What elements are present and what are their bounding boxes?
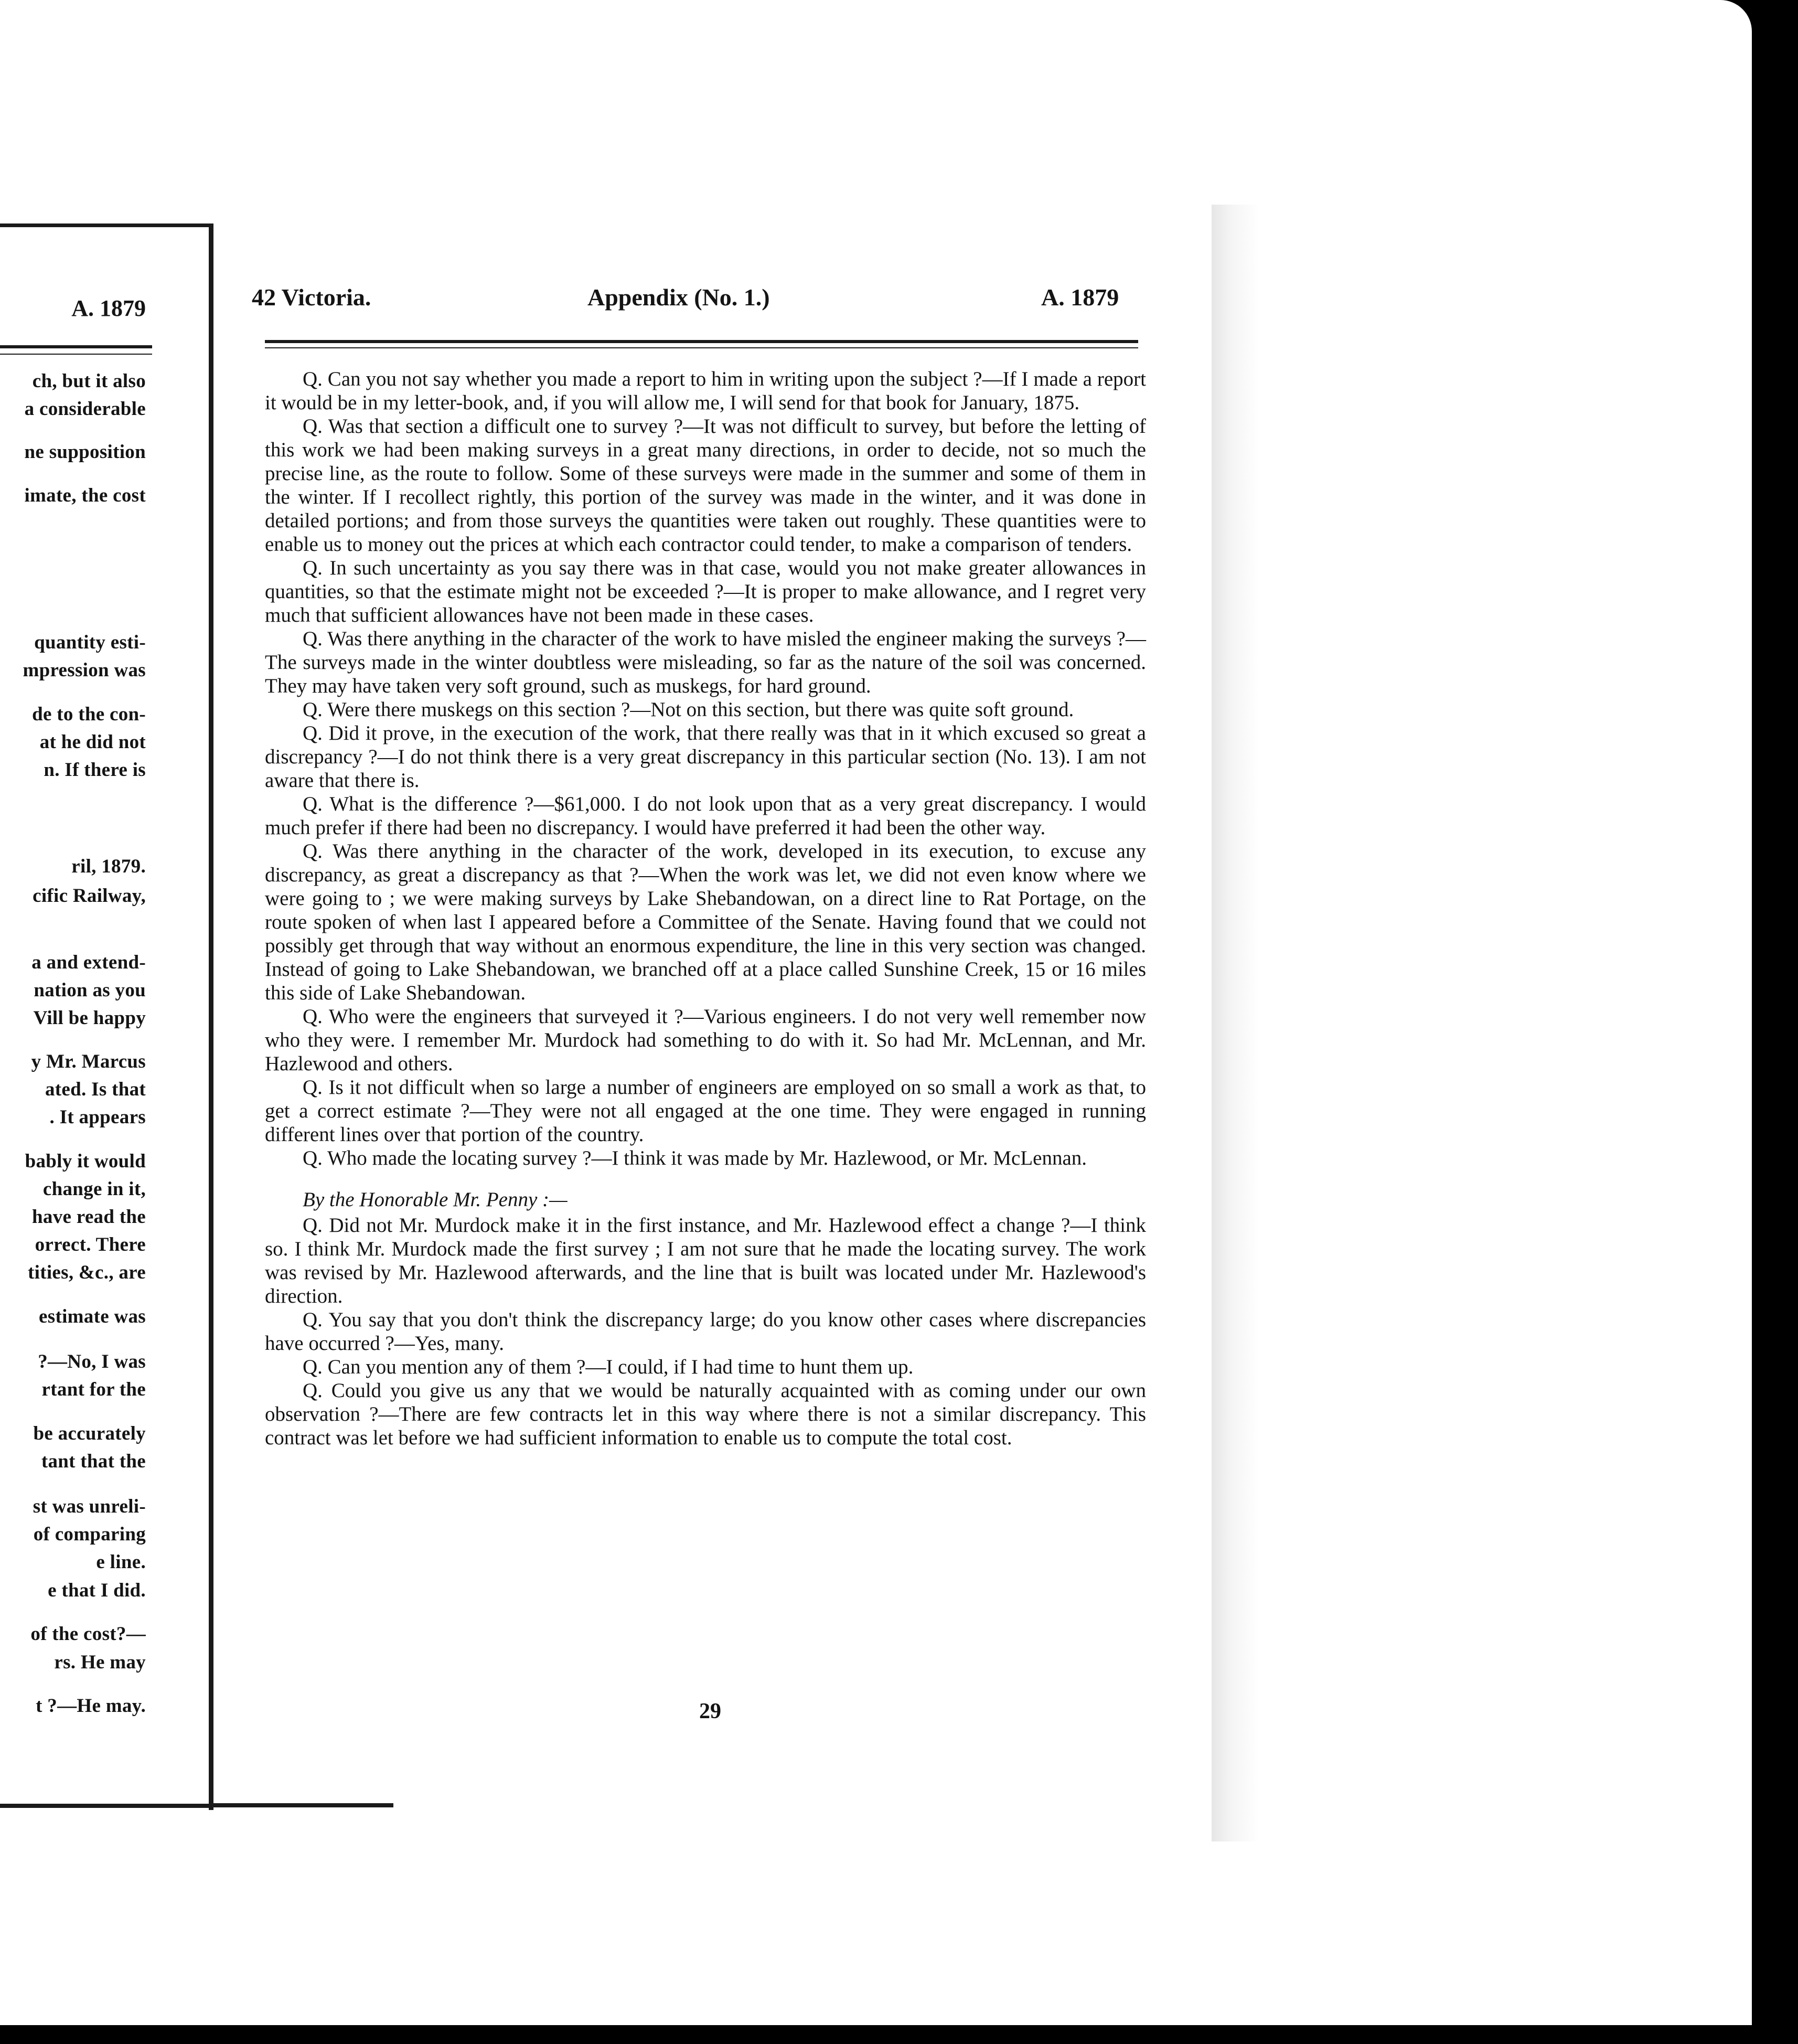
paragraph: Q. Was there anything in the character of the work to have misled the engineer making the surveys ?—The surveys made in the winter doubtless were misleading, so far as the nature of the soil was concerned. They may have taken very soft ground, such as muskegs, for hard ground.	[265, 627, 1146, 697]
left-page-line: e that I did.	[48, 1580, 146, 1601]
paragraph: Q. Was there anything in the character of the work, developed in its execution, to excuse any discrepancy, as great a discrepancy as that ?—When the work was let, we did not even know where we were going to ; we were making surveys by Lake Shebandowan, on a direct line to Rat Portage, on the route spoken of when last I appeared before a Committee of the Senate. Having found that we could not possibly get through that way without an enormous expenditure, the line in this very section was changed. Instead of going to Lake Shebandowan, we branched off at a place called Sunshine Creek, 15 or 16 miles this side of Lake Shebandowan.	[265, 840, 1146, 1004]
left-page-line: a and extend-	[31, 952, 146, 973]
paragraph: Q. Were there muskegs on this section ?—Not on this section, but there was quite soft ground.	[303, 698, 1074, 721]
left-page-line: estimate was	[39, 1306, 146, 1327]
paragraph: Q. Was that section a difficult one to survey ?—It was not difficult to survey, but before the letting of this work we had been making surveys in a great many directions, in order to decide, not so much the precise line, as the route to follow. Some of these surveys were made in the summer and some of them in the winter. If I recollect rightly, this portion of the survey was made in the winter, and it was done in detailed portions; and from those surveys the quantities were taken out roughly. These quantities were to enable us to money out the prices at which each contractor could tender, to make a comparison of tenders.	[265, 415, 1146, 556]
left-page-line: tant that the	[41, 1451, 146, 1472]
left-page-line: . It appears	[49, 1106, 146, 1128]
left-page-line: y Mr. Marcus	[31, 1051, 146, 1072]
page-number: 29	[699, 1699, 721, 1723]
left-page-line: be accurately	[33, 1423, 146, 1444]
left-page-line: cific Railway,	[33, 885, 146, 907]
left-page-line: a considerable	[24, 398, 146, 420]
left-page-line: rs. He may	[54, 1652, 146, 1673]
left-page-line: of the cost?—	[30, 1623, 146, 1645]
left-page-line: de to the con-	[32, 704, 146, 725]
left-page-line: ne supposition	[24, 441, 146, 463]
left-page-line: imate, the cost	[24, 485, 146, 506]
left-page-line: Vill be happy	[33, 1007, 146, 1029]
paragraph: Q. Did not Mr. Murdock make it in the first instance, and Mr. Hazlewood effect a change ?—I think so. I think Mr. Murdock made the first survey ; I am not sure that he made the locating survey. The work was revised by Mr. Hazlewood afterwards, and the line that is built was located under Mr. Hazlewood's direction.	[265, 1214, 1146, 1307]
left-page-header-year: A. 1879	[71, 295, 146, 321]
left-page-line: e line.	[96, 1551, 146, 1573]
header-rule	[265, 340, 1138, 343]
left-page-line: change in it,	[42, 1178, 146, 1200]
left-page-header-rule-thin	[0, 354, 152, 355]
left-page-line: bably it would	[25, 1151, 146, 1172]
left-page-line: t ?—He may.	[36, 1695, 146, 1717]
examiner-subheading: By the Honorable Mr. Penny :—	[303, 1188, 568, 1211]
left-page-line: rtant for the	[41, 1379, 146, 1400]
paragraph: Q. Who were the engineers that surveyed it ?—Various engineers. I do not very well remember now who they were. I remember Mr. Murdock had something to do with it. So had Mr. McLennan, and Mr. Hazlewood and others.	[265, 1005, 1146, 1075]
left-page-line: quantity esti-	[34, 632, 146, 653]
paragraph: Q. You say that you don't think the discrepancy large; do you know other cases where discrepancies have occurred ?—Yes, many.	[265, 1308, 1146, 1355]
page-edge-shadow	[1212, 205, 1259, 1841]
left-page-line: n. If there is	[44, 759, 146, 781]
paragraph: Q. What is the difference ?—$61,000. I do not look upon that as a very great discrepancy. I would much prefer if there had been no discrepancy. I would have preferred it had been the other way.	[265, 793, 1146, 839]
left-page-line: ch, but it also	[32, 370, 146, 392]
left-page-line: ?—No, I was	[38, 1351, 146, 1372]
left-page-line: have read the	[32, 1206, 146, 1228]
header-rule-thin	[265, 347, 1138, 348]
header-appendix: Appendix (No. 1.)	[587, 284, 770, 311]
header-volume: 42 Victoria.	[252, 284, 371, 311]
paragraph: Q. Can you not say whether you made a report to him in writing upon the subject ?—If I made a report it would be in my letter-book, and, if you will allow me, I will send for that book for January, 1875.	[265, 368, 1146, 414]
left-page-column	[0, 283, 152, 1805]
paragraph: Q. In such uncertainty as you say there was in that case, would you not make greater allowances in quantities, so that the estimate might not be exceeded ?—It is proper to make allowance, and I regret very much that sufficient allowances have not been made in these cases.	[265, 557, 1146, 626]
testimony-body	[265, 367, 1146, 1450]
left-page-line: tities, &c., are	[28, 1262, 146, 1283]
right-page-bottom-border	[212, 1803, 393, 1807]
paragraph: Q. Who made the locating survey ?—I think it was made by Mr. Hazlewood, or Mr. McLennan.	[303, 1147, 1087, 1169]
paragraph: Q. Can you mention any of them ?—I could, if I had time to hunt them up.	[303, 1356, 914, 1378]
left-page-line: ril, 1879.	[71, 856, 146, 877]
gutter-line	[209, 223, 213, 1810]
left-page-line: st was unreli-	[33, 1496, 146, 1517]
left-page-top-border	[0, 223, 212, 227]
left-page-line: at he did not	[39, 731, 146, 753]
left-page-line: ated. Is that	[45, 1079, 146, 1100]
left-page-line: mpression was	[23, 659, 146, 681]
paragraph: Q. Could you give us any that we would be naturally acquainted with as coming under our own observation ?—There are few contracts let in this way where there is not a similar discrepancy. This contract was let before we had sufficient information to enable us to compute the total cost.	[265, 1379, 1146, 1449]
paragraph: Q. Is it not difficult when so large a number of engineers are employed on so small a work as that, to get a correct estimate ?—They were not all engaged at the one time. They were engaged in running different lines over that portion of the country.	[265, 1076, 1146, 1146]
paragraph: Q. Did it prove, in the execution of the work, that there really was that in it which excused so great a discrepancy ?—I do not think there is a very great discrepancy in this particular section (No. 13). I am not aware that there is.	[265, 722, 1146, 792]
left-page-line: of comparing	[33, 1524, 146, 1545]
left-page-line: orrect. There	[35, 1234, 146, 1255]
left-page-line: nation as you	[34, 980, 146, 1001]
header-year: A. 1879	[1041, 284, 1119, 311]
left-page-header-rule	[0, 345, 152, 348]
